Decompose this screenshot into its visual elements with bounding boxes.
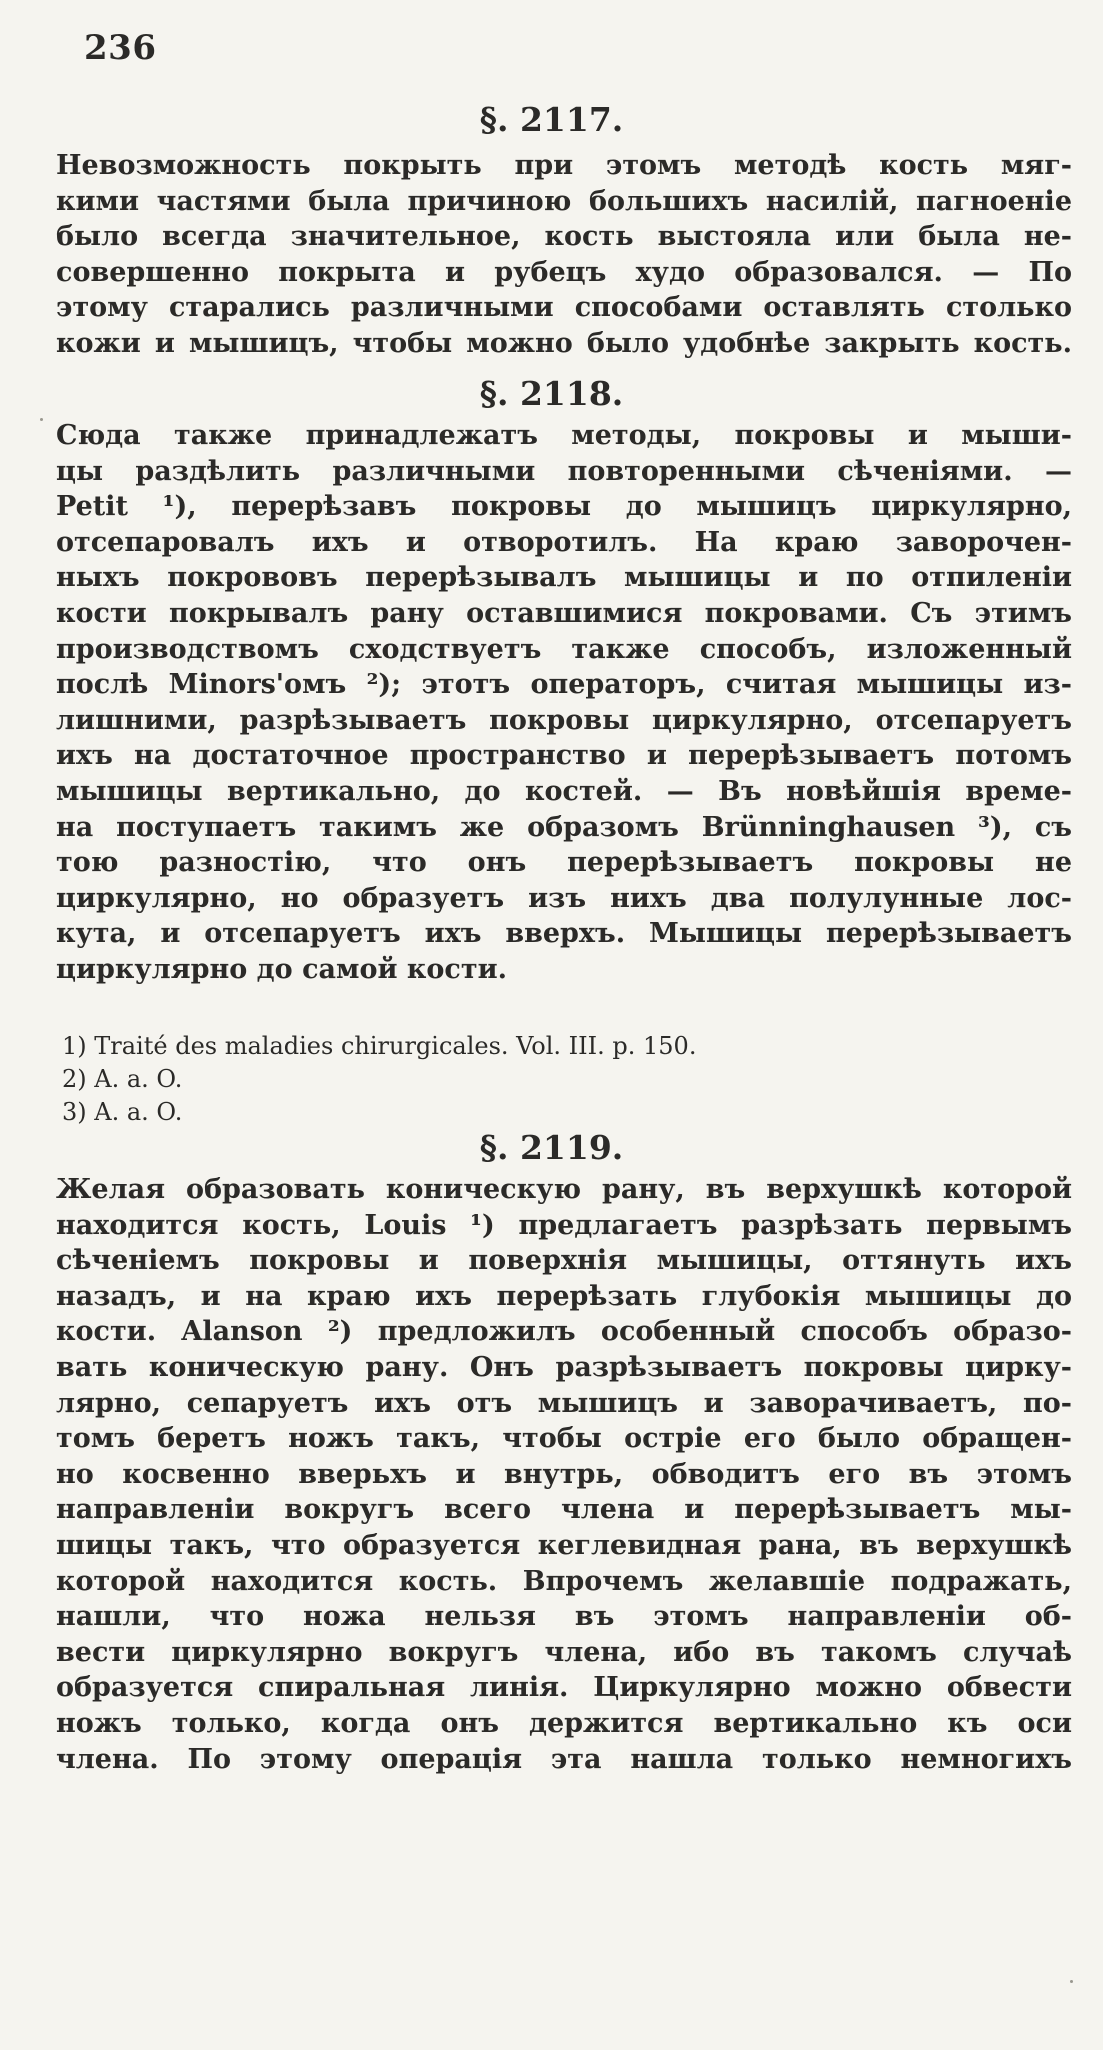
footnote: 1) Traité des maladies chirurgicales. Vol. III. p. 150. [62,1032,697,1060]
text-line: Желая образовать коническую рану, въ верхушкѣ которой [56,1174,1072,1205]
section-heading-2118: §. 2118. [479,374,624,413]
text-line: которой находится кость. Впрочемъ желавшіе подражать, [56,1565,1072,1597]
text-line: циркулярно, но образуетъ изъ нихъ два полулунные лос- [56,882,1072,914]
text-line: мышицы вертикально, до костей. — Въ новѣйшія време- [56,775,1072,807]
footnote: 3) A. a. O. [62,1098,183,1126]
text-line: ныхъ покрововъ перерѣзывалъ мышицы и по отпиленіи [56,562,1072,594]
text-line: лишними, разрѣзываетъ покровы циркулярно, отсепаруетъ [56,704,1072,736]
text-line: члена. По этому операція эта нашла только немногихъ [56,1743,1072,1775]
text-line: ихъ на достаточное пространство и перерѣзываетъ потомъ [56,740,1072,772]
text-line: производствомъ сходствуетъ также способъ, изложенный [56,633,1072,665]
text-line: было всегда значительное, кость выстояла или была не- [56,221,1072,253]
text-line: Petit ¹), перерѣзавъ покровы до мышицъ циркулярно, [56,491,1072,523]
text-line: образуется спиральная линія. Циркулярно можно обвести [56,1672,1072,1704]
text-line: кута, и отсепаруетъ ихъ вверхъ. Мышицы перерѣзываетъ [56,918,1072,950]
text-line: послѣ Minors'омъ ²); этотъ операторъ, считая мышицы из- [56,669,1072,701]
text-line: вать коническую рану. Онъ разрѣзываетъ покровы цирку- [56,1351,1072,1383]
text-line: томъ беретъ ножъ такъ, чтобы остріе его было обращен- [56,1423,1072,1455]
text-line: на поступаетъ такимъ же образомъ Brünninghausen ³), съ [56,811,1072,843]
footnote: 2) A. a. O. [62,1065,183,1093]
text-line: Сюда также принадлежатъ методы, покровы и мыши- [56,420,1072,451]
paper-speck [1070,1980,1073,1983]
text-line: кими частями была причиною большихъ насилій, пагноеніе [56,185,1072,217]
text-line: находится кость, Louis ¹) предлагаетъ разрѣзать первымъ [56,1209,1072,1241]
text-line: но косвенно вверьхъ и внутрь, обводитъ его въ этомъ [56,1458,1072,1490]
paragraph-2117 [56,148,1072,362]
footnotes-2118 [62,1030,1062,1129]
text-line: кожи и мышицъ, чтобы можно было удобнѣе закрыть кость. [56,327,1072,359]
text-line: назадъ, и на краю ихъ перерѣзать глубокія мышицы до [56,1280,1072,1312]
text-line: совершенно покрыта и рубецъ худо образовался. — По [56,256,1072,288]
page-number: 236 [84,28,157,68]
section-heading-2119: §. 2119. [479,1128,624,1167]
text-line: Невозможность покрыть при этомъ методѣ кость мяг- [56,150,1072,181]
text-line: отсепаровалъ ихъ и отворотилъ. На краю заворочен- [56,526,1072,558]
text-line: тою разностію, что онъ перерѣзываетъ покровы не [56,847,1072,879]
text-line: цы раздѣлить различными повторенными сѣченіями. — [56,455,1072,487]
text-line: нашли, что ножа нельзя въ этомъ направленіи об- [56,1601,1072,1633]
text-line: шицы такъ, что образуется кеглевидная рана, въ верхушкѣ [56,1529,1072,1561]
text-line: циркулярно до самой кости. [56,953,507,985]
text-line: направленіи вокругъ всего члена и перерѣзываетъ мы- [56,1494,1072,1526]
text-line: ножъ только, когда онъ держится вертикально къ оси [56,1707,1072,1739]
text-line: кости. Alanson ²) предложилъ особенный способъ образо- [56,1316,1072,1348]
text-line: этому старались различными способами оставлять столько [56,292,1072,324]
text-line: лярно, сепаруетъ ихъ отъ мышицъ и заворачиваетъ, по- [56,1387,1072,1419]
paper-speck [40,418,43,421]
paragraph-2118 [56,418,1072,988]
text-line: кости покрывалъ рану оставшимися покровами. Съ этимъ [56,597,1072,629]
text-line: сѣченіемъ покровы и поверхнія мышицы, оттянуть ихъ [56,1245,1072,1277]
paragraph-2119 [56,1172,1072,1777]
text-line: вести циркулярно вокругъ члена, ибо въ такомъ случаѣ [56,1636,1072,1668]
section-heading-2117: §. 2117. [479,100,624,139]
